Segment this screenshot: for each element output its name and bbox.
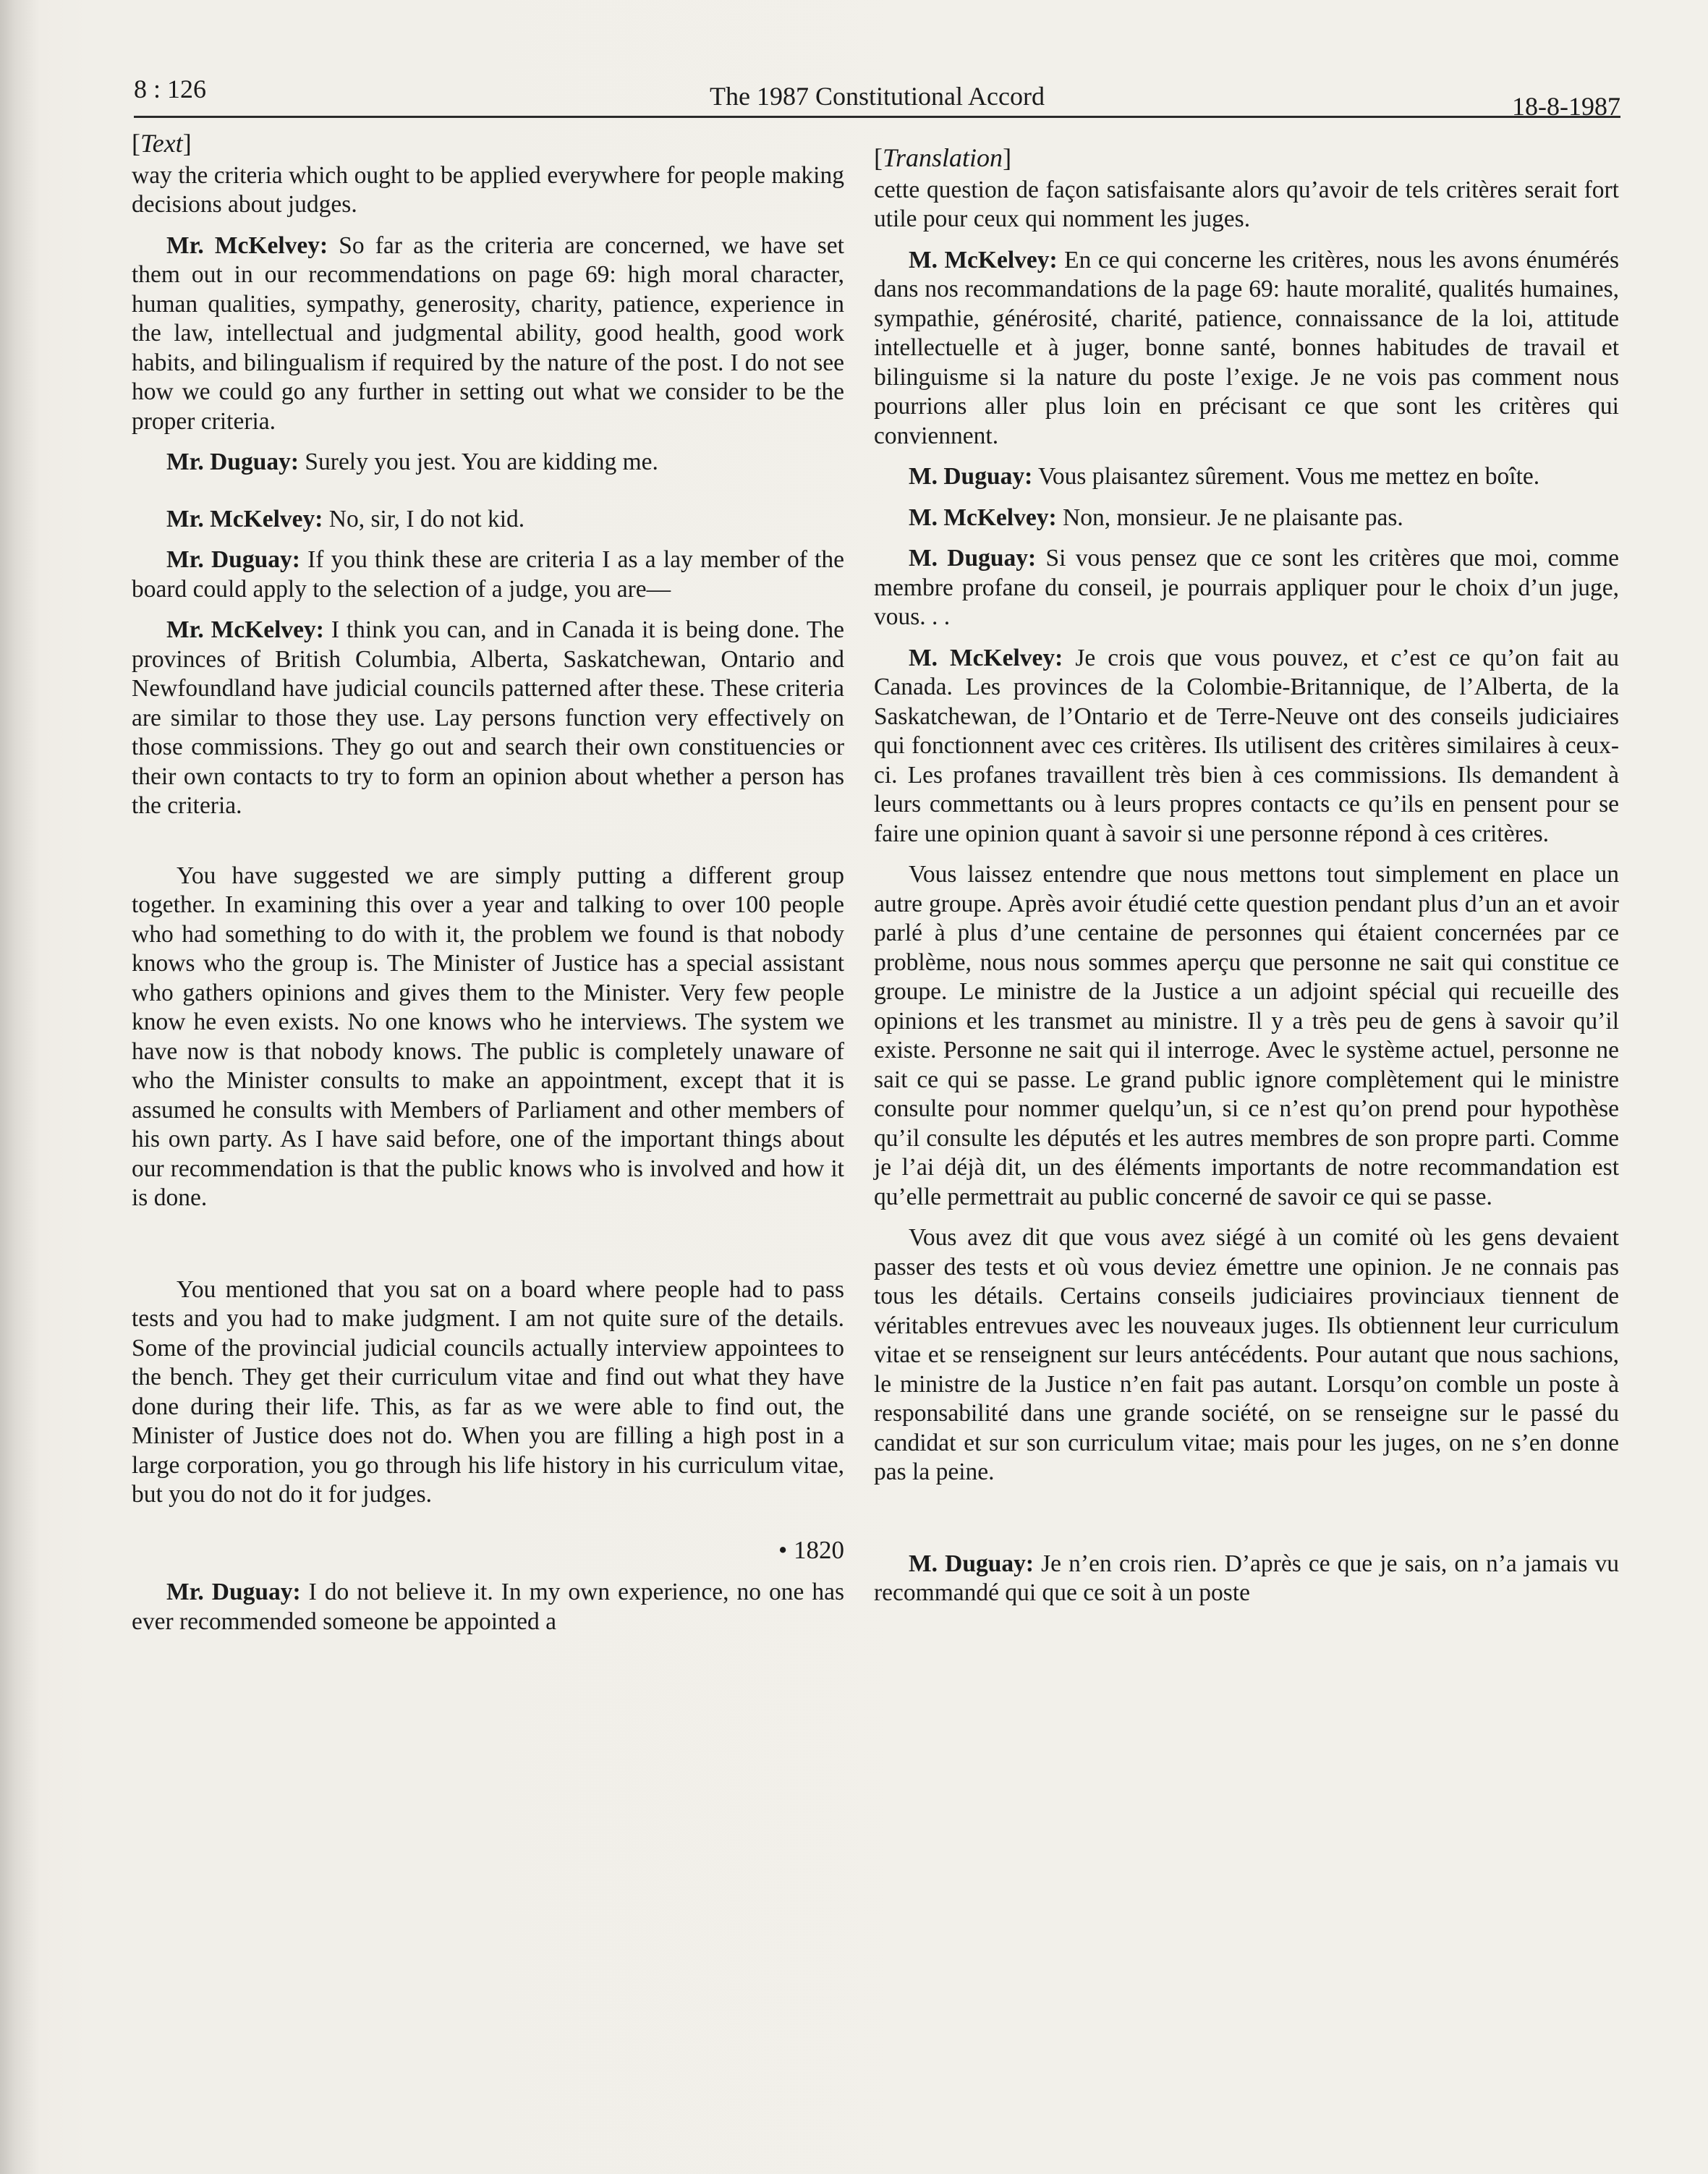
paragraph-mckelvey-criteria: Mr. McKelvey: So far as the criteria are concerned, we have set them out in our recommendations on page 69: high moral character, human qualities, sympathy, generosity, charity, patience, experience in the law, intellectual and judgmental ability, good health, good work habits, and bilingualism if required by the nature of the post. I do not see how we could go any further in setting out what we consider to be the proper criteria. [132, 232, 844, 435]
paragraph-continued: way the criteria which ought to be applied everywhere for people making decisions about judges. [132, 161, 844, 218]
speaker-name: M. McKelvey: [909, 644, 1063, 671]
speaker-name: M. McKelvey: [909, 504, 1057, 531]
speaker-name: M. McKelvey: [909, 246, 1058, 273]
header-date: 18-8-1987 [1512, 92, 1620, 121]
paragraph-duguay-plaisantez: M. Duguay: Vous plaisantez sûrement. Vous me mettez en boîte. [909, 463, 1540, 490]
spacer [132, 1225, 844, 1275]
paragraph-mckelvey-non: M. McKelvey: Non, monsieur. Je ne plaisante pas. [909, 504, 1403, 531]
paragraph-mckelvey-provinces: Mr. McKelvey: I think you can, and in Canada it is being done. The provinces of British Columbia, Alberta, Saskatchewan, Ontario and Newfoundland have judicial councils patterned after these. These criteria are similar to those they use. Lay persons function very effectively on those commissions. They go out and search their own constituencies or their own contacts to try to form an opinion about whether a person has the criteria. [132, 616, 844, 819]
speaker-name: Mr. Duguay: [166, 449, 299, 475]
paragraph-mckelvey-no-kid: Mr. McKelvey: No, sir, I do not kid. [166, 505, 525, 532]
timecode: • 1820 [778, 1535, 844, 1564]
paragraph-different-group: You have suggested we are simply putting a different group together. In examining this over a year and talking to over 100 people who had something to do with it, the problem we found is that nobody knows who the group is. The Minister of Justice has a special assistant who gathers opinions and gives them to the Minister. Very few people know he even exists. No one knows who he interviews. The system we have now is that nobody knows. The public is completely unaware of who the Minister consults to make an appointment, except that it is assumed he consults with Members of Parliament and other members of his own party. As I have said before, one of the important things about our recommendation is that the public knows who is involved and how it is done. [132, 862, 844, 1211]
paragraph-duguay-profane: M. Duguay: Si vous pensez que ce sont les critères que moi, comme membre profane du conseil, je pourrais appliquer pour le choix d’un juge, vous. . . [874, 545, 1619, 630]
english-column [132, 129, 844, 1648]
column-tag-text: [Text] [132, 129, 192, 158]
paragraph-mckelvey-provinces-fr: M. McKelvey: Je crois que vous pouvez, et c’est ce qu’on fait au Canada. Les provinces de la Colombie-Britannique, de l’Alberta, de la Saskatchewan, de l’Ontario et de Terre-Neuve ont des conseils judiciaires qui fonctionnent avec ces critères. Ils utilisent des critères similaires à ceux-ci. Les profanes travaillent très bien à ces commissions. Ils demandent à leurs commettants ou à leurs propres contacts ce qu’ils en pensent pour se faire une opinion quant à savoir si une personne répond à ces critères. [874, 644, 1619, 847]
speaker-name: Mr. Duguay: [166, 1579, 301, 1605]
paragraph-continued: cette question de façon satisfaisante alors qu’avoir de tels critères serait fort utile pour ceux qui nomment les juges. [874, 176, 1619, 232]
speaker-name: M. Duguay: [909, 1550, 1034, 1577]
paragraph-duguay-n-en-crois-rien: M. Duguay: Je n’en crois rien. D’après ce que je sais, on n’a jamais vu recommandé qui que ce soit à un poste [874, 1550, 1619, 1606]
speaker-name: M. Duguay: [909, 463, 1033, 490]
french-column [874, 129, 1619, 1620]
speaker-name: Mr. McKelvey: [166, 505, 323, 532]
running-title: The 1987 Constitutional Accord [710, 82, 1045, 111]
speaker-name: M. Duguay: [909, 545, 1037, 572]
paragraph-duguay-jest: Mr. Duguay: Surely you jest. You are kidding me. [166, 449, 658, 475]
paragraph-board-tests: You mentioned that you sat on a board where people had to pass tests and you had to make judgment. I am not quite sure of the details. Some of the provincial judicial councils actually interview appointees to the bench. They get their curriculum vitae and find out what they have done during their life. This, as far as we were able to find out, the Minister of Justice does not do. When you are filling a high post in a large corporation, you go through his life history in his curriculum vitae, but you do not do it for judges. [132, 1275, 844, 1508]
paragraph-comite-tests: Vous avez dit que vous avez siégé à un comité où les gens devaient passer des tests et où vous deviez émettre une opinion. Je ne connais pas tous les détails. Certains conseils judiciaires provinciaux tiennent de véritables entrevues avec les nouveaux juges. Ils obtiennent leur curriculum vitae et se renseignent sur leurs antécédents. Pour autant que nous sachions, le ministre de la Justice n’en fait pas autant. Lorsqu’on comble un poste à responsabilité dans une grande société, on se renseigne sur le passé du candidat et sur son curriculum vitae; mais pour les juges, on ne s’en donne pas la peine. [874, 1224, 1619, 1485]
paragraph-mckelvey-criteres: M. McKelvey: En ce qui concerne les critères, nous les avons énumérés dans nos recommandations de la page 69: haute moralité, qualités humaines, sympathie, générosité, charité, patience, connaissance de la loi, attitude intellectuelle et à juger, bonne santé, bonnes habitudes de travail et bilinguisme si la nature du poste l’exige. Je ne vois pas comment nous pourrions aller plus loin en précisant ce que sont les critères qui conviennent. [874, 246, 1620, 449]
speaker-name: Mr. McKelvey: [166, 232, 328, 259]
page-number: 8 : 126 [134, 75, 207, 103]
speaker-name: Mr. Duguay: [166, 546, 300, 573]
paragraph-autre-groupe: Vous laissez entendre que nous mettons tout simplement en place un autre groupe. Après avoir étudié cette question pendant plus d’un an et avoir parlé à plus d’une centaine de personnes qui étaient concernées par ce problème, nous nous sommes aperçu que personne ne sait qui constitue ce groupe. Le ministre de la Justice a un adjoint spécial qui recueille des opinions et les transmet au ministre. Il y a très peu de gens à savoir qu’il existe. Personne ne sait qui il interroge. Avec le système actuel, personne ne sait ce qui se passe. Le grand public ignore complètement qui le ministre consulte pour nommer quelqu’un, si ce n’est qu’on prend pour hypothèse qu’il consulte les députés et les autres membres de son propre parti. Comme je l’ai déjà dit, un des éléments importants de notre recommandation est qu’elle permettrait au public concerné de savoir ce qui se passe. [874, 861, 1619, 1210]
speaker-name: Mr. McKelvey: [166, 616, 324, 643]
column-tag-translation: [Translation] [874, 143, 1012, 172]
paragraph-duguay-disbelief: Mr. Duguay: I do not believe it. In my own experience, no one has ever recommended someone be appointed a [132, 1579, 844, 1635]
page-header [134, 71, 1620, 121]
spacer [132, 833, 844, 862]
paragraph-duguay-lay-member: Mr. Duguay: If you think these are criteria I as a lay member of the board could apply to the selection of a judge, you are— [132, 546, 844, 603]
